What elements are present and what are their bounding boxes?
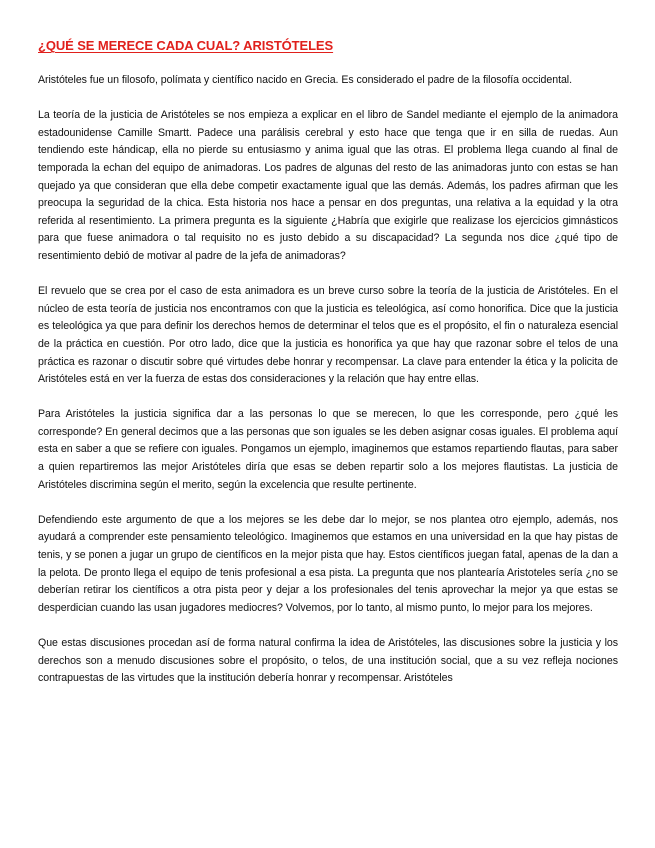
document-title: ¿QUÉ SE MERECE CADA CUAL? ARISTÓTELES [38, 38, 334, 53]
paragraph-animadora: La teoría de la justicia de Aristóteles se nos empieza a explicar en el libro de Sandel mediante el ejemplo de la animadora estadounidense Camille Smartt. Padece una parálisis cerebral y esto hace que tenga que ir en silla de ruedas. Aun tendiendo este hándicap, ella no pierde su entusiasmo y anima igual que las otras. El problema llega cuando al final de temporada la echan del equipo de animadoras. Los padres de algunas del resto de las animadoras junto con estas se han quejado ya que consideran que ella debe competir exactamente igual que las demás. Además, los padres afirman que les preocupa la seguridad de la chica. Esta historia nos hace a pensar en dos preguntas, una relativa a la equidad y la otra referida al resentimiento. La primera pregunta es la siguiente ¿Habría que exigirle que realizase los ejercicios gimnásticos para que fuese animadora o tal requisito no es justo debido a su discapacidad? La segunda nos dice ¿qué tipo de resentimiento debió de motivar al padre de la jefa de animadoras? [38, 109, 618, 262]
paragraph-intro: Aristóteles fue un filosofo, polímata y científico nacido en Grecia. Es considerado el padre de la filosofía occidental. [38, 74, 572, 86]
paragraph-flautas: Para Aristóteles la justicia significa dar a las personas lo que se merecen, lo que les corresponde, pero ¿qué les corresponde? En general decimos que a las personas que son iguales se les deben asignar cosas iguales. El problema aquí esta en saber a que se refiere con iguales. Pongamos un ejemplo, imaginemos que estamos repartiendo flautas, para saber a quien repartiremos las mejor Aristóteles diría que esas se deben repartir solo a los mejores flautistas. La justicia de Aristóteles discrimina según el merito, según la excelencia que resulte pertinente. [38, 408, 618, 491]
paragraph-teleologica: El revuelo que se crea por el caso de esta animadora es un breve curso sobre la teoría de la justicia de Aristóteles. En el núcleo de esta teoría de justicia nos encontramos con que la justicia es teleológica, así como honorifica. Dice que la justicia es teleológica ya que para definir los derechos hemos de determinar el telos que es el propósito, el fin o naturaleza esencial de la práctica en cuestión. Por otro lado, dice que la justicia es honorifica ya que hay que razonar sobre el telos de una práctica es razonar o discutir sobre qué virtudes debe honrar y recompensar. La clave para entender la ética y la policita de Aristóteles está en ver la fuerza de estas dos consideraciones y la relación que hay entre ellas. [38, 285, 618, 386]
paragraph-tenis: Defendiendo este argumento de que a los mejores se les debe dar lo mejor, se nos plantea otro ejemplo, además, nos ayudará a comprender este pensamiento teleológico. Imaginemos que estamos en una universidad en la que hay pistas de tenis, y se ponen a jugar un grupo de científicos en la mejor pista que hay. Estos científicos juegan fatal, apenas de la dan a la pelota. De pronto llega el equipo de tenis profesional a esa pista. La pregunta que nos plantearía Aristoteles sería ¿no se deberían retirar los científicos a otra pista peor y dejar a los profesionales del tenis aprovechar la mejor ya que estas se desperdician cuando las usan jugadores mediocres? Volvemos, por lo tanto, al mismo punto, lo mejor para los mejores. [38, 513, 618, 614]
paragraph-discusiones: Que estas discusiones procedan así de forma natural confirma la idea de Aristóteles, las discusiones sobre la justicia y los derechos son a menudo discusiones sobre el propósito, o telos, de una institución social, que a su vez refleja nociones contrapuestas de las virtudes que la institución debería honrar y recompensar. Aristóteles [38, 637, 618, 685]
